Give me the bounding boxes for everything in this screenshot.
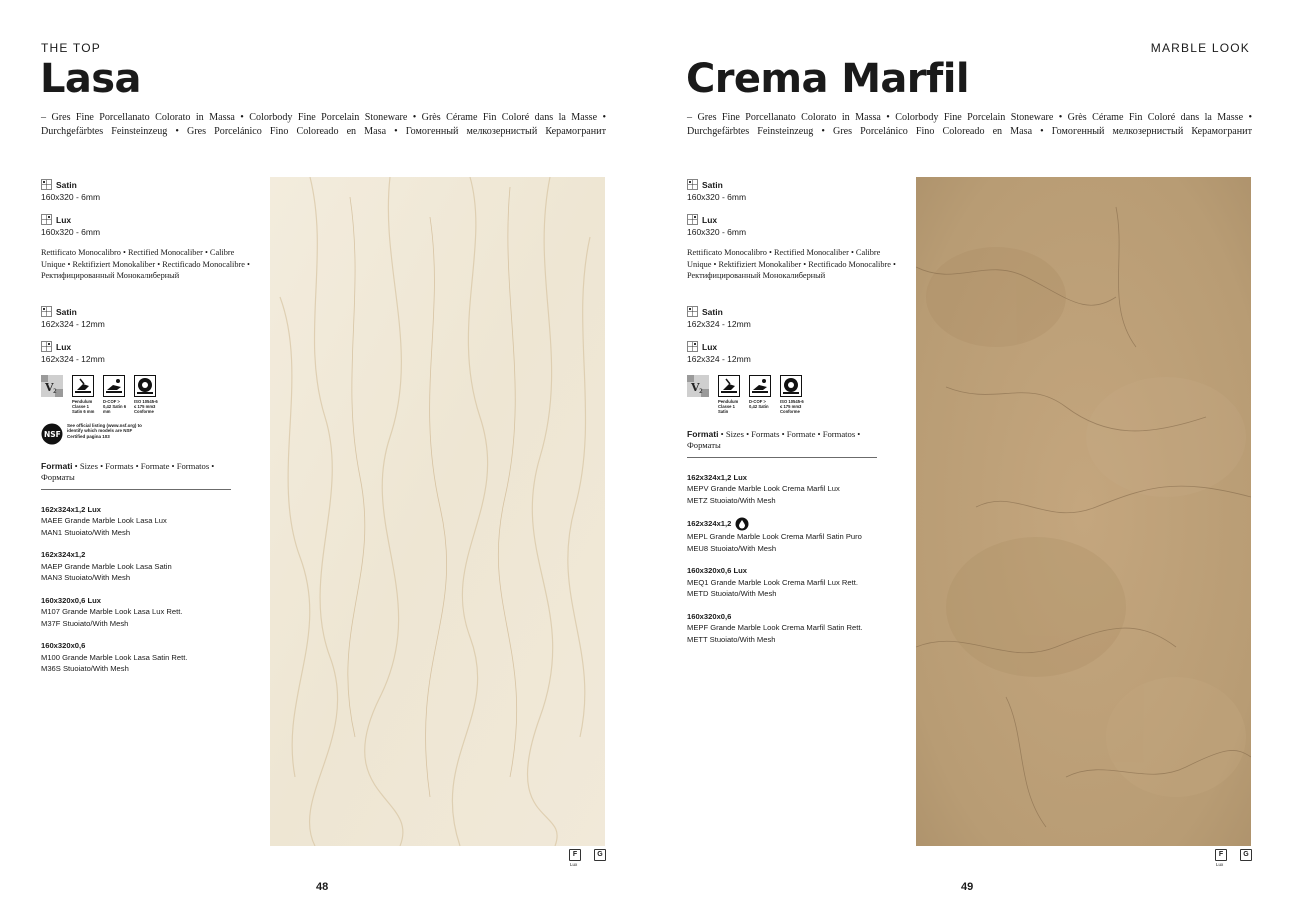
rectified-note: Rettificato Monocalibro • Rectified Monocaliber • Calibre Unique • Rektifiziert Monokaliber • Rectificado Monocalibre • Ректифицированный Монокалиберный [41, 248, 250, 280]
code-block [687, 472, 902, 507]
cert-label: ISO 10545-6 ≤ 175 mm3 Conforme [134, 398, 158, 414]
finish-item [687, 177, 902, 203]
pendulum-icon [718, 375, 740, 397]
iso-abrasion-icon [134, 375, 156, 397]
product-title: Crema Marfil [686, 56, 969, 102]
code-line: MEU8 Stuoiato/With Mesh [687, 543, 777, 553]
finish-size: 160x320 - 6mm [687, 227, 747, 237]
badge-g: G [1240, 849, 1252, 861]
finish-badges [1202, 849, 1252, 861]
finish-name: Lux [702, 215, 718, 225]
formati-translations: • Sizes • Formats • Formate • Formatos • Форматы [41, 460, 215, 482]
finish-size: 162x324 - 12mm [687, 318, 751, 329]
code-head: 160x320x0,6 [687, 611, 732, 621]
dcof-icon [103, 375, 125, 397]
formati-label: Formati [687, 428, 719, 439]
spec-column [687, 177, 902, 656]
code-line: MEPV Grande Marble Look Crema Marfil Lux [687, 484, 840, 493]
certification-row [41, 375, 256, 423]
finish-item [687, 339, 902, 365]
badge-sub: Lux [1216, 862, 1224, 867]
code-block [41, 549, 256, 584]
certification [72, 375, 98, 414]
finish-size: 162x324 - 12mm [41, 318, 105, 329]
finish-name: Satin [56, 180, 77, 190]
code-line: M36S Stuoiato/With Mesh [41, 664, 129, 673]
finish-size: 160x320 - 6mm [41, 227, 101, 237]
formati-translations: • Sizes • Formats • Formate • Formatos • Форматы [687, 428, 861, 450]
code-line: M100 Grande Marble Look Lasa Satin Rett. [41, 652, 188, 662]
svg-text:2: 2 [699, 387, 703, 395]
code-line: M37F Stuoiato/With Mesh [41, 618, 129, 628]
rectified-note: Rettificato Monocalibro • Rectified Monocaliber • Calibre Unique • Rektifiziert Monokaliber • Rectificado Monocalibre • Ректифицированный Монокалиберный [687, 248, 896, 280]
code-line: MEPF Grande Marble Look Crema Marfil Satin Rett. [687, 623, 863, 632]
cert-label: D-COF > 0,42 Satin 6 mm [103, 398, 127, 414]
svg-text:V: V [45, 380, 54, 394]
finish-size: 162x324 - 12mm [687, 353, 751, 364]
tile-icon [687, 214, 698, 225]
puro-drop-icon [735, 517, 749, 531]
formati-heading [687, 429, 877, 458]
code-head [687, 517, 902, 531]
code-line: MAN3 Stuoiato/With Mesh [41, 573, 131, 582]
code-head: 162x324x1,2 Lux [687, 472, 747, 482]
finish-name: Satin [702, 306, 723, 317]
product-subtitle: – Gres Fine Porcellanato Colorato in Massa • Colorbody Fine Porcelain Stoneware • Grès Cérame Fin Coloré dans la Masse • Durchgefärbtes Feinsteinzeug • Gres Porcelánico Fino Coloreado en Masa • Гомогенный мелкозернистый Керамогранит [687, 112, 1252, 137]
dcof-icon [749, 375, 771, 397]
finish-size: 160x320 - 6mm [687, 192, 747, 202]
svg-text:NSF: NSF [44, 429, 61, 439]
cert-label: D-COF > 0,42 Satin [749, 398, 769, 409]
tile-icon [687, 306, 698, 317]
certification [134, 375, 160, 414]
tile-icon [41, 179, 52, 190]
tile-icon [41, 306, 52, 317]
certification [718, 375, 744, 414]
lasa-marble-swatch [270, 177, 605, 846]
section-label: MARBLE LOOK [1150, 41, 1250, 55]
finish-item [687, 212, 902, 238]
code-line: M107 Grande Marble Look Lasa Lux Rett. [41, 607, 183, 616]
nsf-row [41, 423, 256, 455]
code-list [41, 504, 256, 675]
page-number: 49 [961, 881, 974, 893]
finish-size: 160x320 - 6mm [41, 192, 101, 202]
code-head: 160x320x0,6 Lux [41, 595, 101, 605]
nsf-note: See official listing (www.nsf.org) to identify which models are NSF Certified pagina 103 [67, 422, 142, 439]
certification [780, 375, 806, 414]
v2-shade-icon [41, 375, 63, 397]
nsf-logo-icon [41, 423, 63, 445]
pendulum-icon [72, 375, 94, 397]
spec-column [41, 177, 256, 686]
formati-heading [41, 461, 231, 490]
certification [41, 375, 67, 397]
finish-item [41, 212, 256, 238]
cert-label: ISO 10545-6 ≤ 175 mm3 Conforme [780, 398, 804, 414]
code-block [41, 640, 256, 675]
finish-name: Lux [56, 341, 72, 352]
certification [103, 375, 129, 414]
tile-icon [687, 179, 698, 190]
finish-badges [556, 849, 606, 861]
code-line: MAN1 Stuoiato/With Mesh [41, 527, 131, 537]
finish-item [687, 304, 902, 330]
right-page [646, 0, 1291, 920]
code-block [687, 611, 902, 646]
finish-name: Satin [702, 180, 723, 190]
code-head: 160x320x0,6 Lux [687, 566, 747, 575]
code-head-text: 162x324x1,2 [687, 519, 732, 529]
cert-label: Pendulum Classe 1 Satin [718, 398, 739, 414]
finish-item [41, 177, 256, 203]
finish-item [41, 304, 256, 330]
section-label: THE TOP [41, 41, 101, 55]
code-line: MEQ1 Grande Marble Look Crema Marfil Lux Rett. [687, 577, 858, 587]
left-page [0, 0, 645, 920]
badge-g: G [594, 849, 606, 861]
code-head: 162x324x1,2 [41, 550, 86, 559]
product-title: Lasa [40, 56, 141, 102]
badge-sub: Lux [570, 862, 578, 867]
certification [749, 375, 775, 409]
finish-name: Lux [56, 215, 72, 225]
badge-f: F [1215, 849, 1227, 861]
code-head: 160x320x0,6 [41, 641, 86, 650]
code-line: MAEP Grande Marble Look Lasa Satin [41, 561, 172, 571]
code-line: METT Stuoiato/With Mesh [687, 634, 776, 644]
badge-f: F [569, 849, 581, 861]
tile-icon [687, 341, 698, 352]
code-line: METD Stuoiato/With Mesh [687, 589, 777, 598]
svg-text:V: V [691, 380, 700, 394]
page-number: 48 [316, 881, 329, 893]
finish-name: Lux [702, 341, 718, 352]
tile-icon [41, 341, 52, 352]
code-line: MAEE Grande Marble Look Lasa Lux [41, 516, 167, 525]
formati-label: Formati [41, 460, 73, 471]
crema-marfil-marble-swatch [916, 177, 1251, 846]
code-list [687, 472, 902, 646]
iso-abrasion-icon [780, 375, 802, 397]
finish-name: Satin [56, 306, 77, 317]
code-line: METZ Stuoiato/With Mesh [687, 495, 776, 505]
v2-shade-icon [687, 375, 709, 397]
code-line: MEPL Grande Marble Look Crema Marfil Satin Puro [687, 532, 862, 541]
code-head: 162x324x1,2 Lux [41, 504, 101, 514]
code-block [41, 504, 256, 539]
code-block [687, 565, 902, 600]
finish-size: 162x324 - 12mm [41, 353, 105, 364]
product-subtitle: – Gres Fine Porcellanato Colorato in Massa • Colorbody Fine Porcelain Stoneware • Grès Cérame Fin Coloré dans la Masse • Durchgefärbtes Feinsteinzeug • Gres Porcelánico Fino Coloreado en Masa • Гомогенный мелкозернистый Керамогранит [41, 112, 606, 137]
certification-row [687, 375, 902, 423]
cert-label: Pendulum Classe 1 Satin 6 mm [72, 398, 95, 414]
tile-icon [41, 214, 52, 225]
certification [687, 375, 713, 397]
svg-text:2: 2 [53, 387, 57, 395]
code-block [41, 595, 256, 630]
finish-item [41, 339, 256, 365]
code-block [687, 517, 902, 554]
